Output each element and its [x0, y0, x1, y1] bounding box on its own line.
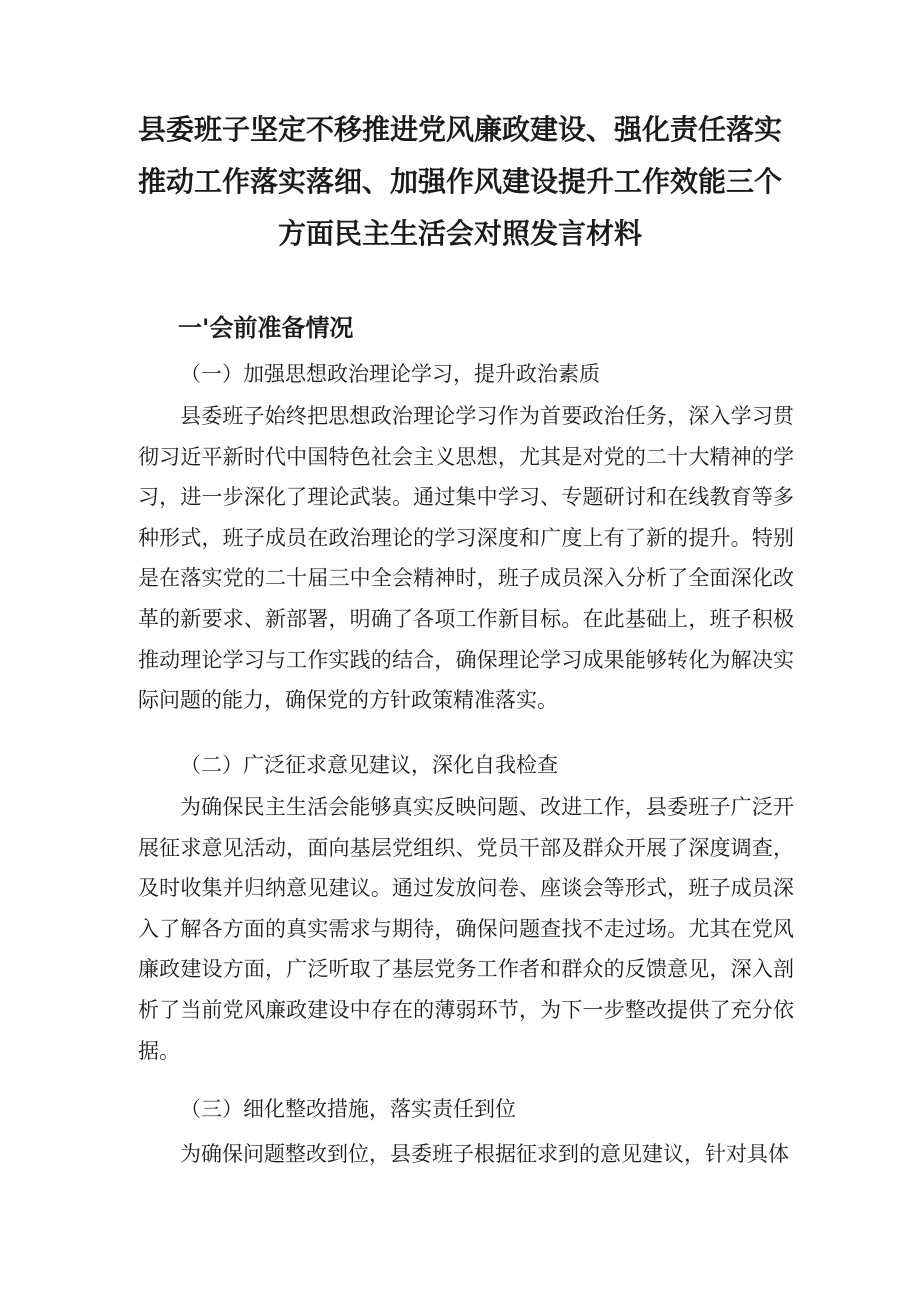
subsection-heading-2: （二）广泛征求意见建议，深化自我检查 [180, 753, 558, 777]
subsection-paragraph-2 [138, 787, 794, 1071]
title-line-2: 推动工作落实落细、加强作风建设提升工作效能三个 [137, 165, 782, 198]
paragraph-text: 县委班子始终把思想政治理论学习作为首要政治任务，深入学习贯彻习近平新时代中国特色社会主义思想，尤其是对党的二十大精神的学习，进一步深化了理论武装。通过集中学习、专题研讨和在线教育等多种形式，班子成员在政治理论的学习深度和广度上有了新的提升。特别是在落实党的二十届三中全会精神时，班子成员深入分析了全面深化改革的新要求、新部署，明确了各项工作新目标。在此基础上，班子积极推动理论学习与工作实践的结合，确保理论学习成果能够转化为解决实际问题的能力，确保党的方针政策精准落实。 [138, 404, 794, 713]
subsection-heading-1: （一）加强思想政治理论学习，提升政治素质 [180, 362, 600, 386]
title-line-3: 方面民主生活会对照发言材料 [277, 217, 642, 250]
subsection-paragraph-1 [138, 396, 794, 721]
section-heading-1: 一'会前准备情况 [178, 314, 354, 342]
subsection-heading-3: （三）细化整改措施，落实责任到位 [180, 1097, 516, 1121]
title-line-1: 县委班子坚定不移推进党风廉政建设、强化责任落实 [137, 113, 782, 146]
document-title [130, 104, 790, 260]
subsection-paragraph-3 [138, 1134, 794, 1175]
paragraph-text: 为确保民主生活会能够真实反映问题、改进工作，县委班子广泛开展征求意见活动，面向基层党组织、党员干部及群众开展了深度调查，及时收集并归纳意见建议。通过发放问卷、座谈会等形式，班子成员深入了解各方面的真实需求与期待，确保问题查找不走过场。尤其在党风廉政建设方面，广泛听取了基层党务工作者和群众的反馈意见，深入剖析了当前党风廉政建设中存在的薄弱环节，为下一步整改提供了充分依据。 [138, 795, 794, 1063]
paragraph-text: 为确保问题整改到位，县委班子根据征求到的意见建议，针对具体 [180, 1142, 789, 1166]
